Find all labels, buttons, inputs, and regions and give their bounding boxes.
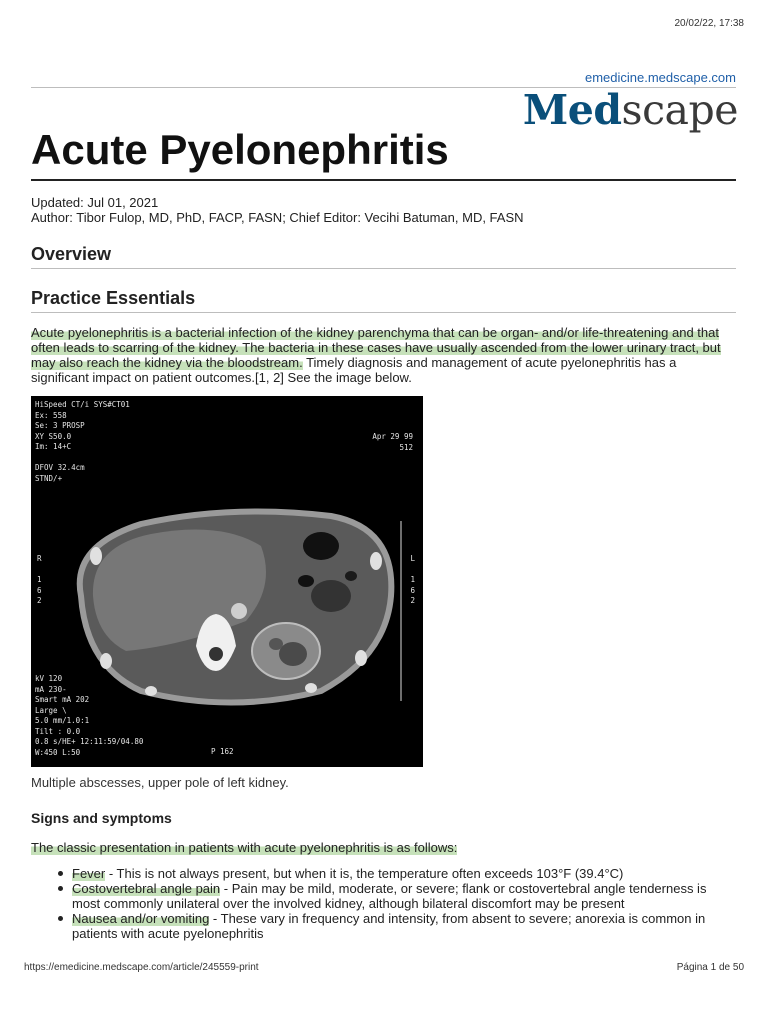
symptom-list [72,866,736,941]
print-timestamp: 20/02/22, 17:38 [674,18,744,29]
signs-intro-highlight: The classic presentation in patients with acute pyelonephritis is as follows: [31,840,458,855]
ct-overlay-top-left: HiSpeed CT/i SYS#CT01 Ex: 558 Se: 3 PROSP XY S50.0 Im: 14+C DFOV 32.4cm STND/+ [35,400,130,483]
list-item [72,881,736,911]
logo-scape: scape [621,86,738,134]
list-item [72,866,736,881]
paragraph-rest: Timely diagnosis and management of acute pyelonephritis has a significant impact on patient outcomes.[1, 2] See the image below. [31,355,677,385]
symptom-text: - These vary in frequency and intensity, from absent to severe; anorexia is common in patients with acute pyelonephritis [72,911,706,941]
heading-signs-and-symptoms: Signs and symptoms [31,810,172,826]
highlighted-text: Acute pyelonephritis is a bacterial infection of the kidney parenchyma that can be organ- and/or life-threatening and that often leads to scarring of the kidney. The bacteria in these cases have usually ascended from the lower urinary tract, but may also reach the kidney via the bloodstream. [31,325,721,370]
author-line: Author: Tibor Fulop, MD, PhD, FACP, FASN; Chief Editor: Vecihi Batuman, MD, FASN [31,210,524,225]
updated-date: Updated: Jul 01, 2021 [31,195,159,210]
medscape-logo [522,86,738,134]
intro-paragraph [31,325,736,385]
heading-practice-essentials: Practice Essentials [31,288,196,308]
site-link[interactable]: emedicine.medscape.com [584,70,736,85]
ct-overlay-top-right: Apr 29 99 512 [372,432,413,452]
ct-overlay-bottom-left: kV 120 mA 230- Smart mA 202 Large \ 5.0 mm/1.0:1 Tilt : 0.0 0.8 s/HE+ 12:11:59/04.80 W:450 L:50 [35,674,144,757]
heading-overview: Overview [31,244,112,264]
page-title: Acute Pyelonephritis [31,126,449,173]
logo-med: Med [522,86,622,134]
ct-overlay-right-side: L 1 6 2 [410,554,415,605]
symptom-term: Fever [72,866,106,881]
title-divider [31,179,736,181]
symptom-text: - This is not always present, but when it is, the temperature often exceeds 103°F (39.4°C) [105,866,624,881]
symptom-term: Costovertebral angle pain [72,881,221,896]
ct-overlay-left-side: R 1 6 2 [37,554,42,605]
signs-intro [31,840,457,855]
overview-divider [31,268,736,269]
footer-url: https://emedicine.medscape.com/article/245559-print [24,962,259,973]
ct-scan-image[interactable] [31,396,423,767]
symptom-text: - Pain may be mild, moderate, or severe; flank or costovertebral angle tenderness is most commonly unilateral over the involved kidney, although bilateral discomfort may be present [72,881,707,911]
practice-divider [31,312,736,313]
list-item [72,911,736,941]
symptom-term: Nausea and/or vomiting [72,911,210,926]
footer-page-number: Página 1 de 50 [676,962,744,973]
image-caption: Multiple abscesses, upper pole of left kidney. [31,775,289,790]
ct-overlay-bottom-center: P 162 [211,747,234,756]
